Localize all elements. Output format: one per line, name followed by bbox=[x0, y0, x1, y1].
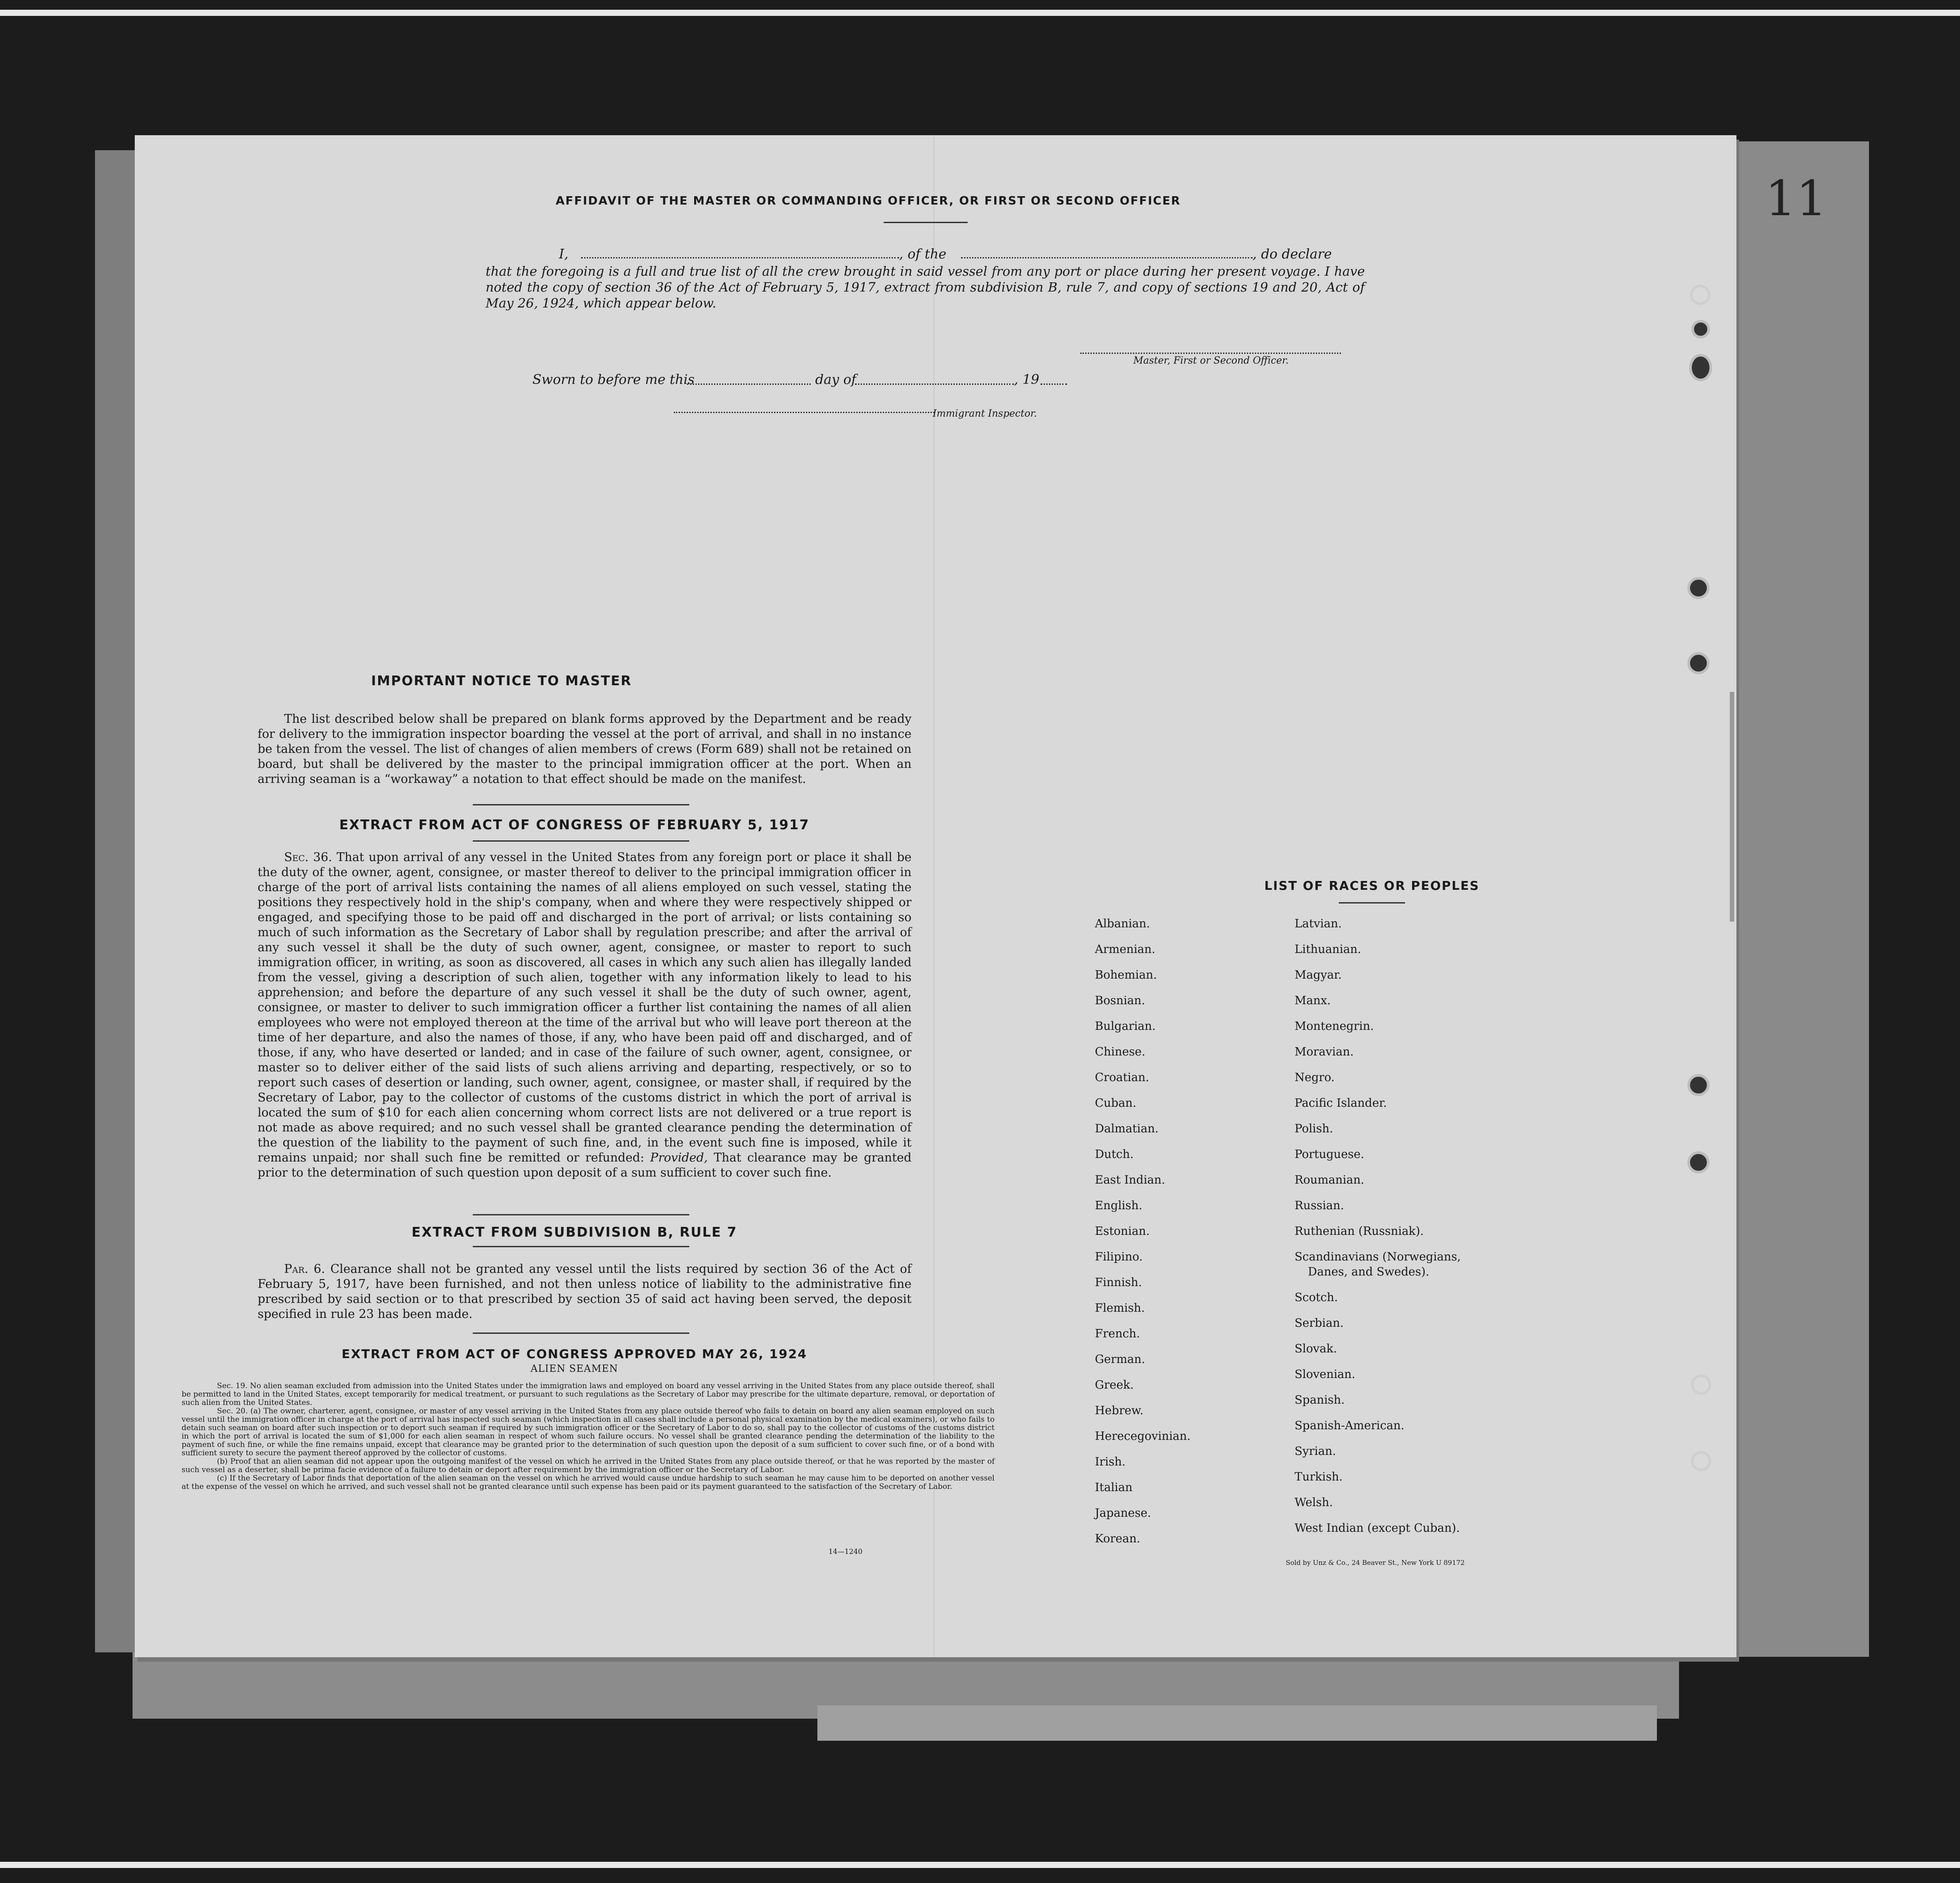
sec-36-provided: Provided, bbox=[650, 1151, 708, 1165]
race-item: Turkish. bbox=[1295, 1470, 1343, 1484]
punch-hole bbox=[1687, 577, 1709, 599]
race-item: Negro. bbox=[1295, 1071, 1335, 1084]
race-item: Scotch. bbox=[1295, 1291, 1338, 1304]
name-blank[interactable] bbox=[581, 257, 899, 258]
extract-rule7-title: EXTRACT FROM SUBDIVISION B, RULE 7 bbox=[411, 1225, 737, 1240]
extract-1924-subtitle: ALIEN SEAMEN bbox=[530, 1363, 619, 1374]
sworn-prefix: Sworn to before me this bbox=[532, 372, 695, 387]
notice-title: IMPORTANT NOTICE TO MASTER bbox=[371, 673, 632, 689]
race-item: Bulgarian. bbox=[1095, 1020, 1156, 1033]
punch-hole bbox=[1691, 1374, 1711, 1395]
race-item: Syrian. bbox=[1295, 1445, 1336, 1458]
race-item: Spanish. bbox=[1295, 1393, 1345, 1407]
race-item: West Indian (except Cuban). bbox=[1295, 1522, 1460, 1535]
race-item: Korean. bbox=[1095, 1532, 1140, 1545]
extract-1917-end-rule bbox=[473, 1214, 689, 1215]
sec-19-text: Sec. 19. No alien seaman excluded from admission into the United States under the immigration laws and employed on board any vessel arriving in the United States from any place outside thereof, shall be permitted to land in the United States, except temporarily for medical treatment, or pursuant to such regulations as the Secretary of Labor may prescribe for the ultimate departure, removal, or deportation of such alien from the United States. bbox=[182, 1382, 995, 1407]
film-frame-top bbox=[0, 10, 1960, 16]
race-item: Welsh. bbox=[1295, 1496, 1333, 1509]
race-item: Herecegovinian. bbox=[1095, 1430, 1191, 1443]
race-item: English. bbox=[1095, 1199, 1143, 1212]
race-item: Bohemian. bbox=[1095, 968, 1157, 982]
punch-hole bbox=[1687, 1151, 1709, 1173]
race-item: Finnish. bbox=[1095, 1276, 1142, 1289]
punch-hole bbox=[1691, 320, 1710, 338]
inspector-signature-line[interactable] bbox=[674, 412, 934, 413]
par-6-text: Clearance shall not be granted any vessel until the lists required by section 36 of the Act of February 5, 1917, have been furnished, and not then unless notice of liability to the administrative fine prescribed by said section or to that prescribed by section 35 of said act having been served, the deposit specified in rule 23 has been made. bbox=[258, 1262, 912, 1321]
race-item: Slovenian. bbox=[1295, 1368, 1356, 1381]
notice-rule bbox=[473, 804, 689, 805]
punch-hole bbox=[1690, 285, 1710, 305]
film-frame-bottom bbox=[0, 1862, 1960, 1868]
extract-rule7-body bbox=[258, 1262, 912, 1322]
race-item: Italian bbox=[1095, 1481, 1133, 1494]
day-blank[interactable] bbox=[687, 383, 811, 385]
races-title-rule bbox=[1339, 902, 1405, 904]
sec-36-text-end: That clearance may be granted prior to the determination of such question upon deposit of a sum sufficient to cover such fine. bbox=[258, 1151, 912, 1180]
race-item: Russian. bbox=[1295, 1199, 1344, 1212]
race-item: French. bbox=[1095, 1327, 1140, 1340]
race-item: Filipino. bbox=[1095, 1250, 1143, 1264]
race-item: Irish. bbox=[1095, 1455, 1126, 1469]
race-item: Chinese. bbox=[1095, 1045, 1146, 1059]
race-item: Polish. bbox=[1295, 1122, 1333, 1135]
manifest-back-page bbox=[135, 135, 1736, 1657]
extract-rule7-end-rule bbox=[473, 1333, 689, 1334]
race-item: Pacific Islander. bbox=[1295, 1097, 1387, 1110]
affidavit-title-rule bbox=[884, 222, 968, 223]
race-item: Dalmatian. bbox=[1095, 1122, 1159, 1135]
affidavit-title: AFFIDAVIT OF THE MASTER OR COMMANDING OFFICER, OR FIRST OR SECOND OFFICER bbox=[555, 194, 1181, 208]
race-item: East Indian. bbox=[1095, 1173, 1166, 1187]
extract-1917-rule bbox=[473, 840, 689, 842]
punch-hole bbox=[1687, 652, 1709, 674]
sec-36-label: Sec. 36. bbox=[284, 850, 332, 864]
affidavit-body: that the foregoing is a full and true list of all the crew brought in said vessel from any port or place during her present voyage. I have noted the copy of section 36 of the Act of February 5, 1917, extract from subdivision B, rule 7, and copy of sections 19 and 20, Act of May 26, 1924, which appear below. bbox=[486, 264, 1365, 311]
race-item: Greek. bbox=[1095, 1378, 1134, 1392]
inspector-caption: Immigrant Inspector. bbox=[933, 408, 1037, 419]
extract-1917-body bbox=[258, 850, 912, 1181]
race-item: Japanese. bbox=[1095, 1507, 1151, 1520]
affidavit-i: I, bbox=[559, 247, 569, 262]
race-item: Roumanian. bbox=[1295, 1173, 1364, 1187]
races-column-1 bbox=[1095, 911, 1191, 1552]
race-item: Moravian. bbox=[1295, 1045, 1354, 1059]
vessel-blank[interactable] bbox=[961, 257, 1253, 258]
races-title: LIST OF RACES OR PEOPLES bbox=[1264, 878, 1480, 893]
printer-imprint: Sold by Unz & Co., 24 Beaver St., New York U 89172 bbox=[1286, 1559, 1465, 1567]
race-item: Albanian. bbox=[1095, 917, 1150, 930]
year-blank[interactable] bbox=[1041, 383, 1067, 385]
extract-1917-title: EXTRACT FROM ACT OF CONGRESS OF FEBRUARY 5, 1917 bbox=[339, 817, 810, 833]
affidavit-declare: , do declare bbox=[1253, 247, 1332, 262]
month-blank[interactable] bbox=[855, 383, 1014, 385]
extract-1924-body bbox=[182, 1382, 995, 1491]
extract-1924-title: EXTRACT FROM ACT OF CONGRESS APPROVED MAY 26, 1924 bbox=[342, 1347, 807, 1361]
race-item: Dutch. bbox=[1095, 1148, 1134, 1161]
race-item: Bosnian. bbox=[1095, 994, 1145, 1007]
par-6-label: Par. 6. bbox=[284, 1262, 325, 1276]
race-item: Serbian. bbox=[1295, 1317, 1344, 1330]
sec-20c-text: (c) If the Secretary of Labor finds that deportation of the alien seaman on the vessel on which he arrived would cause undue hardship to such seaman he may cause him to be deported on another vessel at the expense of the vessel on which he arrived, and such vessel shall not be granted clearance until such expense has been paid or its payment guaranteed to the satisfaction of the Secretary of Labor. bbox=[182, 1474, 995, 1491]
race-item: Latvian. bbox=[1295, 917, 1342, 930]
form-number: 14—1240 bbox=[828, 1547, 863, 1556]
punch-hole bbox=[1691, 1451, 1711, 1471]
race-item: Montenegrin. bbox=[1295, 1020, 1374, 1033]
race-item: Ruthenian (Russniak). bbox=[1295, 1225, 1424, 1238]
underlying-sheet-right bbox=[1723, 141, 1869, 1657]
margin-mark: 11 bbox=[1765, 170, 1827, 227]
sec-20b-text: (b) Proof that an alien seaman did not appear upon the outgoing manifest of the vessel on which he arrived in the United States from any place outside thereof, or that he was reported by the master of such vessel as a deserter, shall be prima facie evidence of a failure to detain or deport after requirement by the immigration officer or the Secretary of Labor. bbox=[182, 1457, 995, 1474]
race-item: Armenian. bbox=[1095, 943, 1155, 956]
affidavit-of-the: , of the bbox=[899, 247, 946, 262]
master-signature-line[interactable] bbox=[1080, 353, 1341, 354]
races-column-2 bbox=[1295, 911, 1461, 1541]
race-item: Hebrew. bbox=[1095, 1404, 1143, 1417]
race-item: German. bbox=[1095, 1353, 1145, 1366]
sworn-year: , 19 bbox=[1014, 372, 1040, 387]
notice-body: The list described below shall be prepared on blank forms approved by the Department and be ready for delivery to the immigration inspector boarding the vessel at the port of arrival, and shall in no instance be taken from the vessel. The list of changes of alien members of crews (Form 689) shall not be retained on board, but shall be delivered by the master to the principal immigration officer at the port. When an arriving seaman is a “workaway” a notation to that effect should be made on the manifest. bbox=[258, 712, 912, 786]
sworn-day-of: day of bbox=[815, 372, 856, 387]
master-caption: Master, First or Second Officer. bbox=[1133, 355, 1289, 366]
race-item: Estonian. bbox=[1095, 1225, 1150, 1238]
sec-20a-text: Sec. 20. (a) The owner, charterer, agent, consignee, or master of any vessel arriving in the United States from any place outside thereof who fails to detain on board any alien seaman employed on such vessel until the immigration officer in charge at the port of arrival has inspected such seaman (which inspection in all cases shall include a personal physical examination by the medical examiners), or who fails to detain such seaman on board after such inspection or to deport such seaman if required by such immigration officer or the Secretary of Labor to do so, shall pay to the collector of customs of the customs district in which the port of arrival is located the sum of $1,000 for each alien seaman in respect of whom such failure occurs. No vessel shall be granted clearance pending the determination of the liability to the payment of such fine, or while the fine remains unpaid, except that clearance may be granted prior to the determination of such question upon the deposit of a sum sufficient to cover such fine, or of a bond with sufficient surety to secure the payment thereof approved by the collector of customs. bbox=[182, 1407, 995, 1458]
race-item: Croatian. bbox=[1095, 1071, 1149, 1084]
race-item: Portuguese. bbox=[1295, 1148, 1364, 1161]
race-item: Slovak. bbox=[1295, 1342, 1337, 1355]
race-item: Cuban. bbox=[1095, 1097, 1136, 1110]
race-item: Manx. bbox=[1295, 994, 1331, 1007]
race-item: Spanish-American. bbox=[1295, 1419, 1405, 1432]
race-item: Danes, and Swedes). bbox=[1308, 1265, 1429, 1279]
punch-hole bbox=[1687, 1074, 1709, 1096]
race-item: Lithuanian. bbox=[1295, 943, 1361, 956]
race-item: Magyar. bbox=[1295, 968, 1342, 982]
bleed-through-mark bbox=[1730, 692, 1734, 922]
race-item: Scandinavians (Norwegians, bbox=[1295, 1250, 1461, 1264]
race-item: Flemish. bbox=[1095, 1302, 1145, 1315]
punch-hole bbox=[1689, 354, 1712, 381]
sec-36-text: That upon arrival of any vessel in the United States from any foreign port or place it shall be the duty of the owner, agent, consignee, or master thereof to deliver to the principal immigration officer in charge of the port of arrival lists containing the names of all aliens employed on such vessel, stating the positions they respectively hold in the ship's company, when and where they were respectively shipped or engaged, and specifying those to be paid off and discharged in the port of arrival; or lists containing so much of such information as the Secretary of Labor shall by regulation prescribe; and after the arrival of any such vessel it shall be the duty of such owner, agent, consignee, or master to report to such immigration officer, in writing, as soon as discovered, all cases in which any such alien has illegally landed from the vessel, giving a description of such alien, together with any information likely to lead to his apprehension; and before the departure of any such vessel it shall be the duty of such owner, agent, consignee, or master to deliver to such immigration officer a further list containing the names of all alien employees who were not employed thereon at the time of the arrival but who will leave port thereon at the time of her departure, and also the names of those, if any, who have been paid off and discharged, and of those, if any, who have deserted or landed; and in case of the failure of such owner, agent, consignee, or master so to deliver either of the said lists of such aliens arriving and departing, respectively, or so to report such cases of desertion or landing, such owner, agent, consignee, or master shall, if required by the Secretary of Labor, pay to the collector of customs of the customs district in which the port of arrival is located the sum of $10 for each alien concerning whom correct lists are not delivered or a true report is not made as above required; and no such vessel shall be granted clearance pending the determination of the question of the liability to the payment of such fine, and, in the event such fine is imposed, while it remains unpaid; nor shall such fine be remitted or refunded: bbox=[258, 850, 912, 1165]
underlying-sheet-bottom-2 bbox=[817, 1705, 1657, 1741]
extract-rule7-rule bbox=[473, 1246, 689, 1247]
